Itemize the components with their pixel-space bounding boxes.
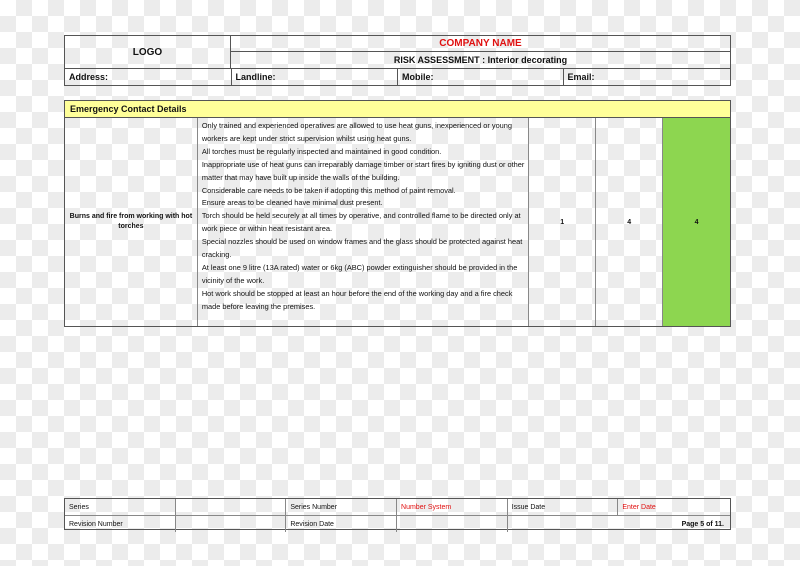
revision-date-value bbox=[397, 516, 508, 532]
series-label: Series bbox=[65, 499, 176, 515]
revision-number-label: Revision Number bbox=[65, 516, 176, 532]
series-number-label: Series Number bbox=[286, 499, 397, 515]
severity-value: 4 bbox=[627, 218, 632, 226]
address-label: Address: bbox=[65, 69, 232, 85]
hazard-text: Burns and fire from working with hot torches bbox=[69, 212, 193, 230]
risk-rating-cell bbox=[663, 118, 730, 326]
control-measure: Torch should be held securely at all times by operative, and controlled flame to be directed only at work piece or within heat resistant area. bbox=[201, 211, 521, 234]
control-measure: Hot work should be stopped at least an hour before the end of the working day and a fire check made before leaving the premises. bbox=[201, 288, 513, 311]
risk-rating-value: 4 bbox=[694, 218, 699, 226]
revision-number-value bbox=[176, 516, 287, 532]
control-measure: Considerable care needs to be taken if adopting this method of paint removal. bbox=[201, 185, 456, 195]
document-footer bbox=[64, 498, 731, 530]
revision-date-label: Revision Date bbox=[286, 516, 397, 532]
logo-cell bbox=[64, 35, 231, 69]
number-system: Number System bbox=[397, 499, 508, 515]
risk-assessment-cell bbox=[231, 52, 731, 69]
logo-text: LOGO bbox=[132, 46, 163, 58]
contact-info-row bbox=[64, 69, 731, 86]
control-measure: At least one 9 litre (13A rated) water or 6kg (ABC) powder extinguisher should be provided in the vicinity of the work. bbox=[201, 262, 518, 285]
hazard-row bbox=[64, 118, 731, 327]
likelihood-cell bbox=[529, 118, 596, 326]
issue-date-label: Issue Date bbox=[508, 499, 619, 515]
control-measure: All torches must be regularly inspected and maintained in good condition. bbox=[201, 146, 442, 156]
series-value bbox=[176, 499, 287, 515]
page-number: Page 5 of 11. bbox=[681, 520, 725, 528]
control-measure: Ensure areas to be cleaned have minimal dust present. bbox=[201, 198, 383, 208]
control-measure: Only trained and experienced operatives are allowed to use heat guns, inexperienced or young workers are kept under strict supervision whilst using heat guns. bbox=[201, 121, 513, 143]
controls-cell bbox=[198, 118, 530, 326]
control-measure: Special nozzles should be used on window frames and the glass should be protected against heat cracking. bbox=[201, 237, 523, 260]
footer-row bbox=[65, 515, 730, 532]
severity-cell bbox=[596, 118, 663, 326]
footer-row bbox=[65, 499, 730, 515]
landline-label: Landline: bbox=[232, 69, 399, 85]
hazard-cell bbox=[65, 118, 198, 326]
company-name: COMPANY NAME bbox=[439, 38, 522, 49]
emergency-contact-header bbox=[64, 100, 731, 118]
control-measure: Inappropriate use of heat guns can irreparably damage timber or start fires by igniting dust or other matter that may have built up inside the walls of the building. bbox=[201, 159, 525, 182]
mobile-label: Mobile: bbox=[398, 69, 564, 85]
company-name-cell bbox=[231, 35, 731, 52]
emergency-contact-title: Emergency Contact Details bbox=[70, 104, 187, 114]
likelihood-value: 1 bbox=[560, 218, 565, 226]
issue-date-value: Enter Date bbox=[622, 503, 656, 511]
risk-assessment-title: RISK ASSESSMENT : Interior decorating bbox=[393, 55, 568, 65]
email-label: Email: bbox=[567, 72, 595, 82]
